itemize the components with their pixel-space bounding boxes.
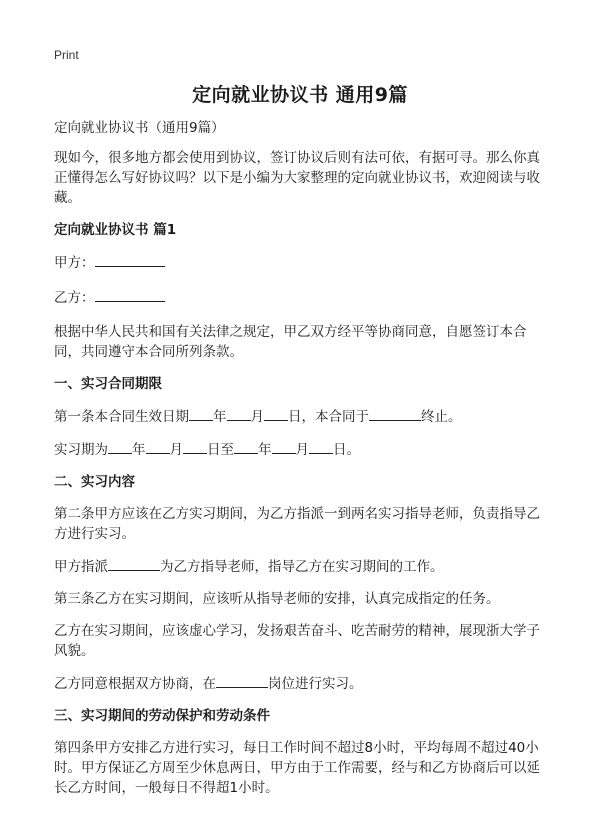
end-month-label: 月: [295, 442, 309, 458]
document-body: [54, 118, 550, 810]
position-line: [54, 673, 550, 694]
end-date-blank: [369, 406, 421, 421]
clause1-line: [54, 406, 550, 427]
start-year-label: 年: [132, 442, 146, 458]
preamble-paragraph: 根据中华人民共和国有关法律之规定，甲乙双方经平等协商同意，自愿签订本合同，共同遵守本合同所列条款。: [54, 324, 527, 360]
party-b-label: 乙方：: [54, 290, 95, 306]
assign-text-b: 为乙方指导老师，指导乙方在实习期间的工作。: [160, 559, 444, 575]
party-a-line: [54, 252, 550, 273]
end-year-label: 年: [258, 442, 272, 458]
start-month-label: 月: [169, 442, 183, 458]
start-year-blank: [108, 439, 132, 454]
intro-paragraph: 现如今，很多地方都会使用到协议，签订协议后则有法可依，有据可寻。那么你真正懂得怎么写好协议吗？以下是小编为大家整理的定向就业协议书，欢迎阅读与收藏。: [54, 150, 540, 206]
end-day-blank: [309, 439, 333, 454]
start-day-blank: [183, 439, 207, 454]
party-a-label: 甲方：: [54, 255, 95, 271]
month-label: 月: [250, 409, 264, 425]
day-blank: [264, 406, 288, 421]
article-heading: 定向就业协议书 篇1: [54, 222, 177, 238]
year-blank: [189, 406, 213, 421]
party-b-line: [54, 287, 550, 308]
document-subtitle: 定向就业协议书（通用9篇）: [54, 120, 225, 136]
position-text-a: 乙方同意根据双方协商，在: [54, 676, 216, 692]
period-text: 实习期为: [54, 442, 108, 458]
clause2-paragraph: 第二条甲方应该在乙方实习期间，为乙方指派一到两名实习指导老师，负责指导乙方进行实习。: [54, 506, 540, 542]
assign-line: [54, 556, 550, 577]
position-text-b: 岗位进行实习。: [268, 676, 363, 692]
section3-heading: 三、实习期间的劳动保护和劳动条件: [54, 708, 270, 724]
section2-heading: 二、实习内容: [54, 474, 135, 490]
party-a-blank: [95, 252, 165, 267]
start-month-blank: [146, 439, 170, 454]
end-label: 终止。: [421, 409, 462, 425]
end-month-blank: [272, 439, 296, 454]
section1-heading: 一、实习合同期限: [54, 376, 162, 392]
period-line: [54, 439, 550, 460]
end-year-blank: [234, 439, 258, 454]
mentor-blank: [108, 556, 160, 571]
day-label: 日，本合同于: [288, 409, 369, 425]
position-blank: [216, 673, 268, 688]
month-blank: [227, 406, 251, 421]
period-to-label: 日至: [207, 442, 234, 458]
year-label: 年: [213, 409, 227, 425]
clause3-paragraph: 第三条乙方在实习期间，应该听从指导老师的安排，认真完成指定的任务。: [54, 591, 500, 607]
period-end-label: 日。: [333, 442, 360, 458]
clause4-paragraph: 第四条甲方安排乙方进行实习，每日工作时间不超过8小时，平均每周不超过40小时。甲方保证乙方周至少休息两日，甲方由于工作需要，经与和乙方协商后可以延长乙方时间，一般每日不得超1小时。: [54, 740, 540, 796]
assign-text-a: 甲方指派: [54, 559, 108, 575]
party-b-blank: [95, 287, 165, 302]
clause1-text: 第一条本合同生效日期: [54, 409, 189, 425]
print-label[interactable]: Print: [54, 48, 79, 62]
attitude-paragraph: 乙方在实习期间，应该虚心学习，发扬艰苦奋斗、吃苦耐劳的精神，展现浙大学子风貌。: [54, 623, 540, 659]
document-title: 定向就业协议书 通用9篇: [192, 84, 408, 106]
